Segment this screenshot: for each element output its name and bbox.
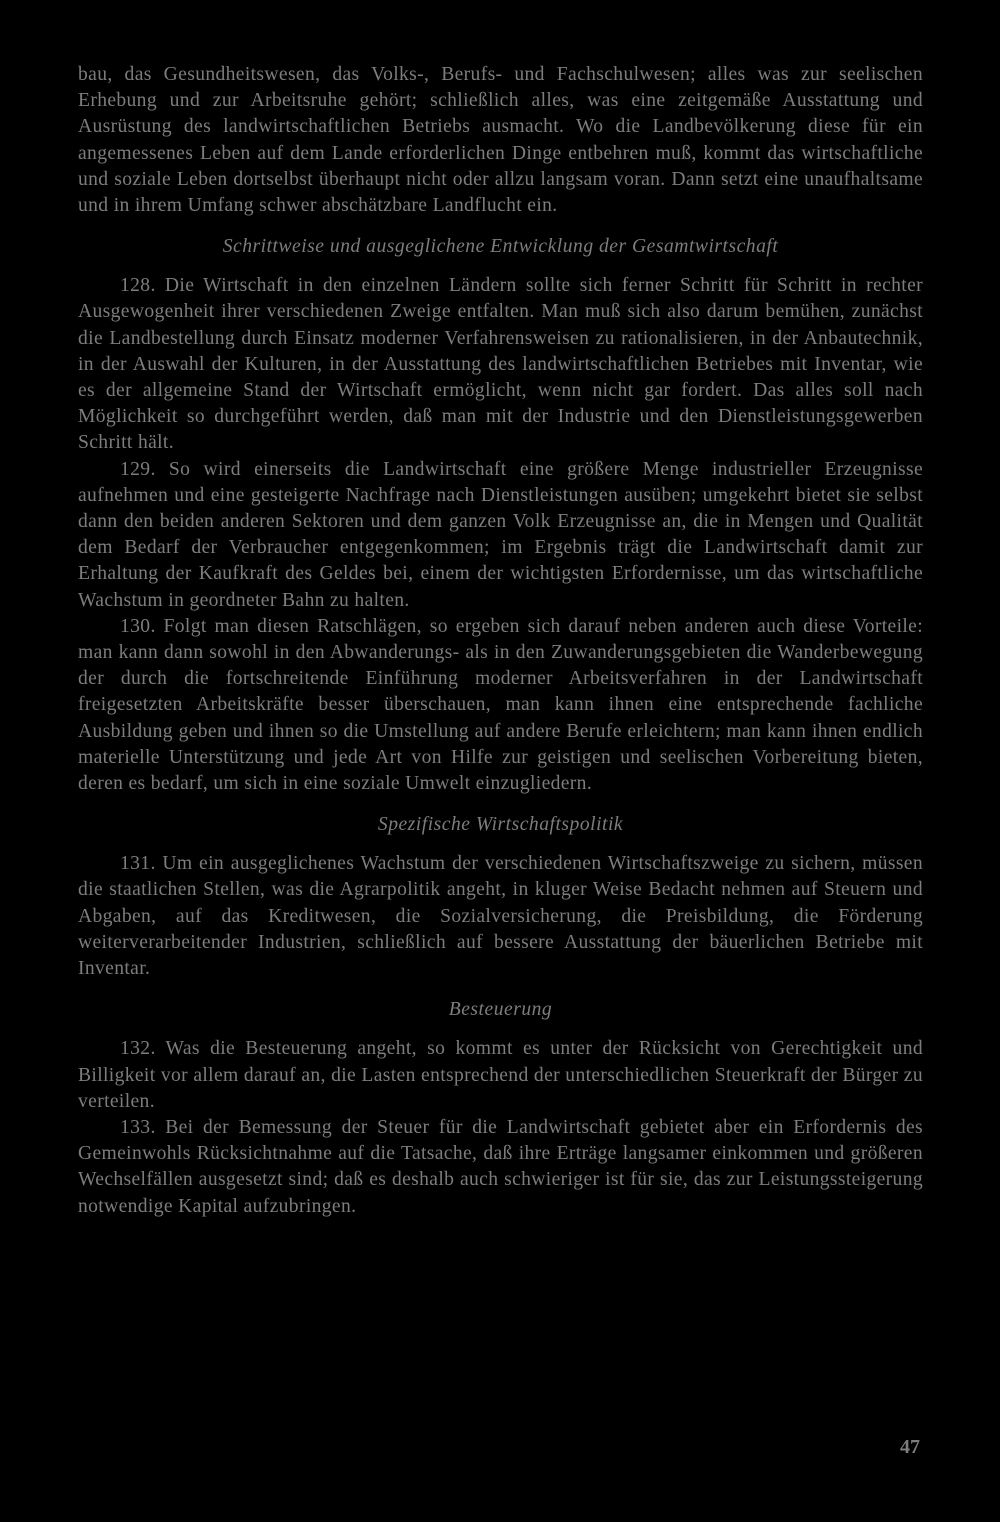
- paragraph-128: 128. Die Wirtschaft in den einzelnen Ländern sollte sich ferner Schritt für Schritt in rechter Ausgewogenheit ihrer verschiedenen Zweige entfalten. Man muß sich also darum bemühen, zunächst die Landbestellung durch Einsatz moderner Verfahrensweisen zu rationalisieren, in der Anbautechnik, in der Auswahl der Kulturen, in der Ausstattung des landwirtschaftlichen Betriebes mit Inventar, wie es der allgemeine Stand der Wirtschaft ermöglicht, wenn nicht gar fordert. Das alles soll nach Möglichkeit so durchgeführt werden, daß man mit der Industrie und den Dienstleistungsgewerben Schritt hält.: [78, 275, 923, 454]
- paragraph-133: 133. Bei der Bemessung der Steuer für die Landwirtschaft gebietet aber ein Erfordernis des Gemeinwohls Rücksichtnahme auf die Tatsache, daß ihre Erträge langsamer einkommen und größeren Wechselfällen ausgesetzt sind; daß es deshalb auch schwieriger ist für sie, das zur Leistungssteigerung notwendige Kapital aufzubringen.: [78, 1116, 923, 1217]
- section-heading-entwicklung: Schrittweise und ausgeglichene Entwicklung der Gesamtwirtschaft: [222, 236, 779, 258]
- page-number: 47: [900, 1436, 920, 1458]
- section-heading-besteuerung: Besteuerung: [448, 999, 553, 1021]
- paragraph-130: 130. Folgt man diesen Ratschlägen, so ergeben sich darauf neben anderen auch diese Vorteile: man kann dann sowohl in den Abwanderungs- als in den Zuwanderungsgebieten die Wanderbewegung der durch die fortschreitende Einführung moderner Arbeitsverfahren in der Landwirtschaft freigesetzten Arbeitskräfte besser überschauen, man kann ihnen eine entsprechende fachliche Ausbildung geben und ihnen so die Umstellung auf andere Berufe erleichtern; man kann ihnen endlich materielle Unterstützung und jede Art von Hilfe zur geistigen und seelischen Vorbereitung bieten, deren es bedarf, um sich in eine soziale Umwelt einzugliedern.: [78, 615, 923, 795]
- paragraph-132: 132. Was die Besteuerung angeht, so kommt es unter der Rücksicht von Gerechtigkeit und Billigkeit vor allem darauf an, die Lasten entsprechend der unterschiedlichen Steuerkraft der Bürger zu verteilen.: [78, 1038, 923, 1112]
- text-block: [78, 62, 923, 1462]
- paragraph-129: 129. So wird einerseits die Landwirtschaft eine größere Menge industrieller Erzeugnisse aufnehmen und eine gesteigerte Nachfrage nach Dienstleistungen ausüben; umgekehrt bietet sie selbst dann den beiden anderen Sektoren und dem ganzen Volk Erzeugnisse an, die in Mengen und Qualität dem Bedarf der Verbraucher entgegenkommen; im Ergebnis trägt die Landwirtschaft damit zur Erhaltung der Kaufkraft des Geldes bei, einem der wichtigsten Erfordernisse, um das wirtschaftliche Wachstum in geordneter Bahn zu halten.: [78, 458, 923, 611]
- intro-paragraph: bau, das Gesundheitswesen, das Volks-, Berufs- und Fachschulwesen; alles was zur seelischen Erhebung und zur Arbeitsruhe gehört; schließlich alles, was eine zeitgemäße Ausstattung und Ausrüstung des landwirtschaftlichen Betriebs ausmacht. Wo die Landbevölkerung diese für ein angemessenes Leben auf dem Lande erforderlichen Dinge entbehren muß, kommt das wirtschaftliche und soziale Leben dortselbst überhaupt nicht oder allzu langsam voran. Dann setzt eine unaufhaltsame und in ihrem Umfang schwer abschätzbare Landflucht ein.: [78, 64, 923, 217]
- paragraph-131: 131. Um ein ausgeglichenes Wachstum der verschiedenen Wirtschaftszweige zu sichern, müssen die staatlichen Stellen, was die Agrarpolitik angeht, in kluger Weise Bedacht nehmen auf Steuern und Abgaben, auf das Kreditwesen, die Sozialversicherung, die Preisbildung, die Förderung weiterverarbeitender Industrien, schließlich auf bessere Ausstattung der bäuerlichen Betriebe mit Inventar.: [78, 853, 923, 980]
- section-heading-wirtschaftspolitik: Spezifische Wirtschaftspolitik: [377, 814, 624, 836]
